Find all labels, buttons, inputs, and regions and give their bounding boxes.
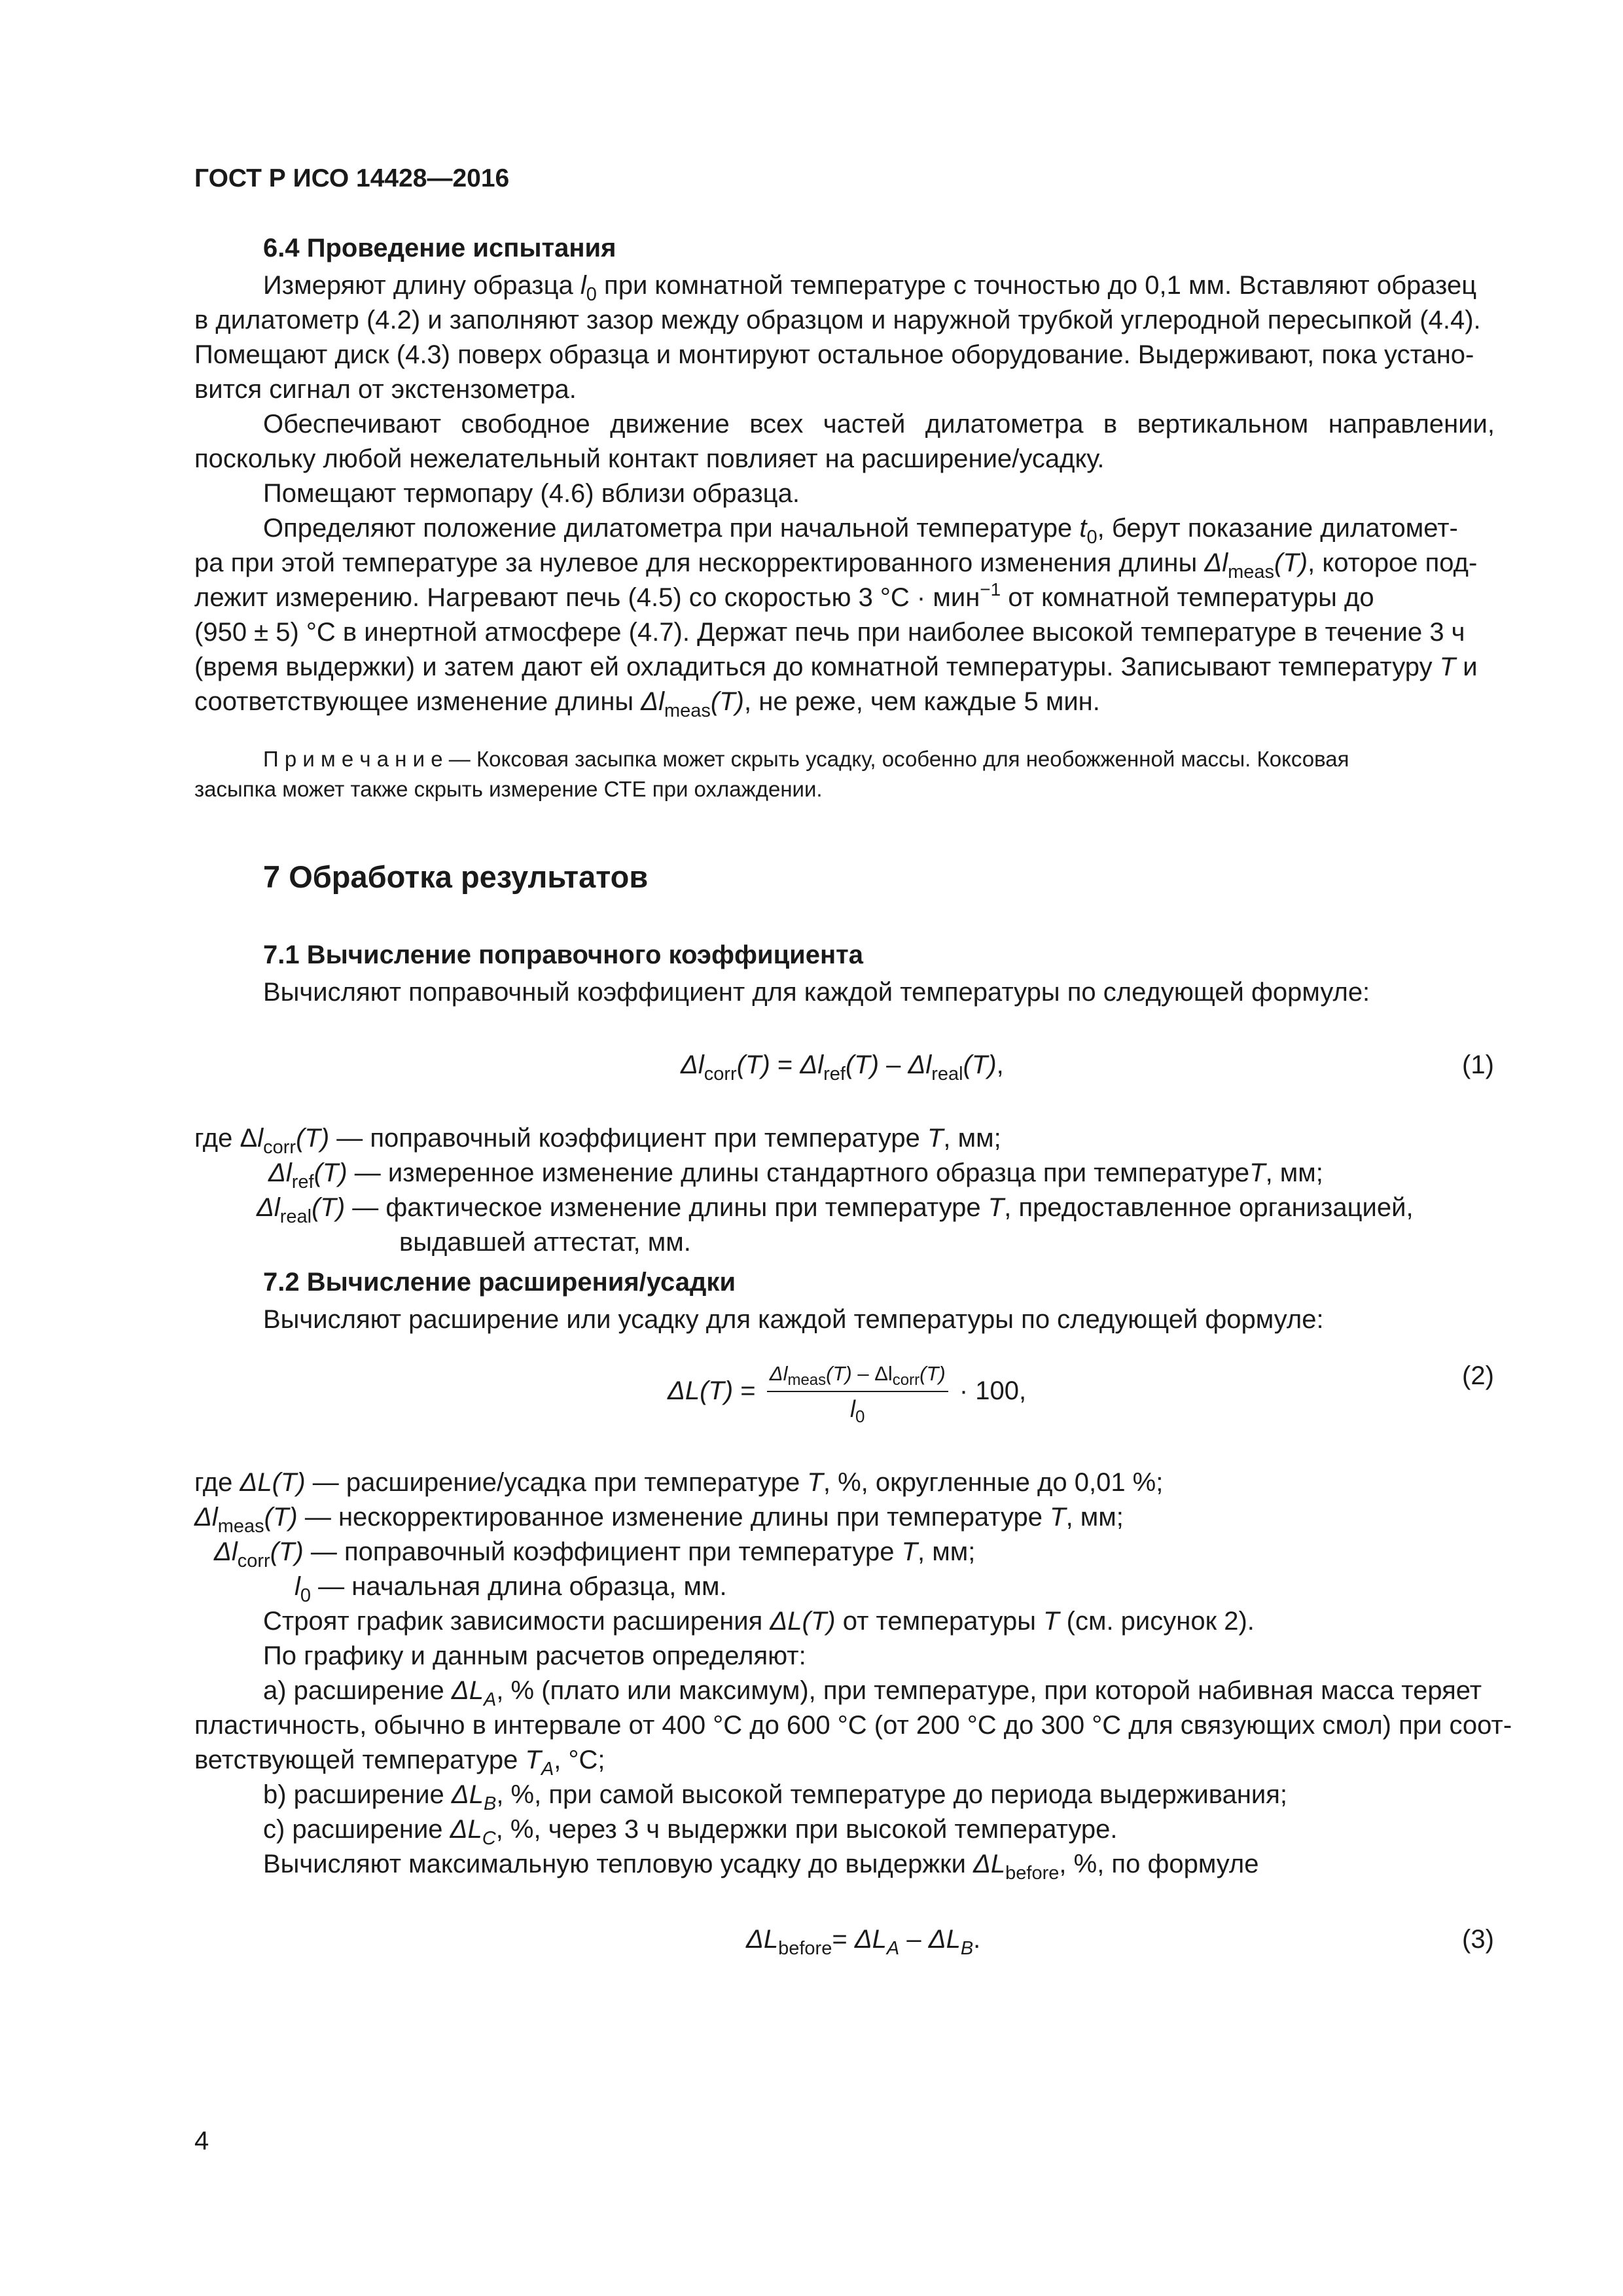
where-line: где $\Delta l_{corr}(T)$ — поправочный коэффициент при температуре T, мм; (194, 1124, 1001, 1158)
paragraph-line: Определяют положение дилатометра при начальной температуре $t_0$, берут показание дилатомет- (263, 514, 1458, 548)
where-line: где ΔL(T) — расширение/усадка при температуре T, %, округленные до 0,01 %; (194, 1468, 1164, 1497)
paragraph-line: (950 ± 5) °С в инертной атмосфере (4.7). Держат печь при наиболее высокой температуре в течение 3 ч (194, 618, 1465, 647)
paragraph-line: Вычисляют расширение или усадку для каждой температуры по следующей формуле: (263, 1305, 1324, 1334)
paragraph-line: Вычисляют поправочный коэффициент для каждой температуры по следующей формуле: (263, 978, 1370, 1007)
list-item-c: c) расширение $\Delta L_C$, %, через 3 ч выдержки при высокой температуре. (263, 1815, 1118, 1849)
where-line: $l_0$ — начальная длина образца, мм. (294, 1572, 727, 1606)
formula-number: (2) (1462, 1361, 1494, 1390)
where-line: $\Delta l_{ref}(T)$ — измеренное изменение длины стандартного образца при температуреT, мм; (268, 1158, 1323, 1193)
paragraph-line: пластичность, обычно в интервале от 400 °С до 600 °С (от 200 °С до 300 °С для связующих смол) при соот- (194, 1711, 1512, 1740)
page-number: 4 (194, 2126, 209, 2155)
section-heading-7-2: 7.2 Вычисление расширения/усадки (263, 1268, 736, 1297)
list-item-a: a) расширение $\Delta L_A$, % (плато или максимум), при температуре, при которой набивная масса теряет (263, 1676, 1482, 1710)
paragraph-line: Вычисляют максимальную тепловую усадку до выдержки $\Delta L_{before}$, %, по формуле (263, 1850, 1259, 1884)
where-line: $\Delta l_{real}(T)$ — фактическое изменение длины при температуре T, предоставленное организацией, (257, 1193, 1414, 1227)
where-line: $\Delta l_{corr}(T)$ — поправочный коэффициент при температуре T, мм; (214, 1537, 976, 1571)
formula-2: ΔL(T) = $\frac{\Delta l_{meas}(T) - \Delta l_{corr}(T)}{l_0}$ · 100, (668, 1362, 1027, 1427)
note-line: П р и м е ч а н и е — Коксовая засыпка может скрыть усадку, особенно для необожженной массы. Коксовая (263, 747, 1349, 771)
paragraph-line: Помещают диск (4.3) поверх образца и монтируют остальное оборудование. Выдерживают, пока устано- (194, 340, 1474, 369)
paragraph-line: ра при этой температуре за нулевое для нескорректированного изменения длины $\Delta l_{meas}(T)$, которое под- (194, 548, 1478, 583)
list-item-b: b) расширение $\Delta L_B$, %, при самой высокой температуре до периода выдерживания; (263, 1780, 1288, 1814)
paragraph-line: (время выдержки) и затем дают ей охладиться до комнатной температуры. Записывают температуру T и (194, 653, 1478, 681)
section-heading-6-4: 6.4 Проведение испытания (263, 234, 616, 262)
section-heading-7-1: 7.1 Вычисление поправочного коэффициента (263, 941, 863, 969)
document-header: ГОСТ Р ИСО 14428—2016 (194, 164, 510, 192)
formula-number: (3) (1462, 1925, 1494, 1954)
paragraph-line: Измеряют длину образца $l_0$ при комнатной температуре с точностью до 0,1 мм. Вставляют образец (263, 271, 1477, 305)
paragraph-line: соответствующее изменение длины $\Delta l_{meas}(T)$, не реже, чем каждые 5 мин. (194, 687, 1100, 721)
numerator: $\Delta l_{meas}(T) - \Delta l_{corr}(T)$ (767, 1361, 948, 1392)
paragraph-line: вится сигнал от экстензометра. (194, 375, 577, 404)
formula-number: (1) (1462, 1050, 1494, 1079)
section-heading-7: 7 Обработка результатов (263, 859, 649, 894)
paragraph-line: ветствующей температуре $T_A$, °С; (194, 1746, 605, 1780)
paragraph-line: По графику и данным расчетов определяют: (263, 1641, 806, 1670)
paragraph-line: лежит измерению. Нагревают печь (4.5) со скоростью 3 °С · мин$^{-1}$ от комнатной температуры до (194, 579, 1374, 612)
paragraph-line: Помещают термопару (4.6) вблизи образца. (263, 479, 800, 508)
note-label: П р и м е ч а н и е (263, 747, 443, 771)
denominator: $l_0$ (850, 1395, 865, 1427)
where-line: $\Delta l_{meas}(T)$ — нескорректированное изменение длины при температуре T, мм; (194, 1503, 1124, 1537)
paragraph-line: в дилатометр (4.2) и заполняют зазор между образцом и наружной трубкой углеродной пересыпкой (4.4). (194, 306, 1481, 334)
note-line: засыпка может также скрыть измерение СТЕ при охлаждении. (194, 777, 823, 801)
formula-1: $\Delta l_{corr}(T) = \Delta l_{ref}(T) - \Delta l_{real}(T)$, (681, 1050, 1004, 1085)
paragraph-line: Обеспечивают свободное движение всех частей дилатометра в вертикальном направлении, (263, 410, 1495, 439)
paragraph-line: Строят график зависимости расширения ΔL(T) от температуры T (см. рисунок 2). (263, 1607, 1255, 1636)
paragraph-line: поскольку любой нежелательный контакт повлияет на расширение/усадку. (194, 444, 1105, 473)
formula-3: $\Delta L_{before}= \Delta L_A - \Delta L_B$. (746, 1925, 981, 1959)
where-line: выдавшей аттестат, мм. (399, 1228, 691, 1257)
